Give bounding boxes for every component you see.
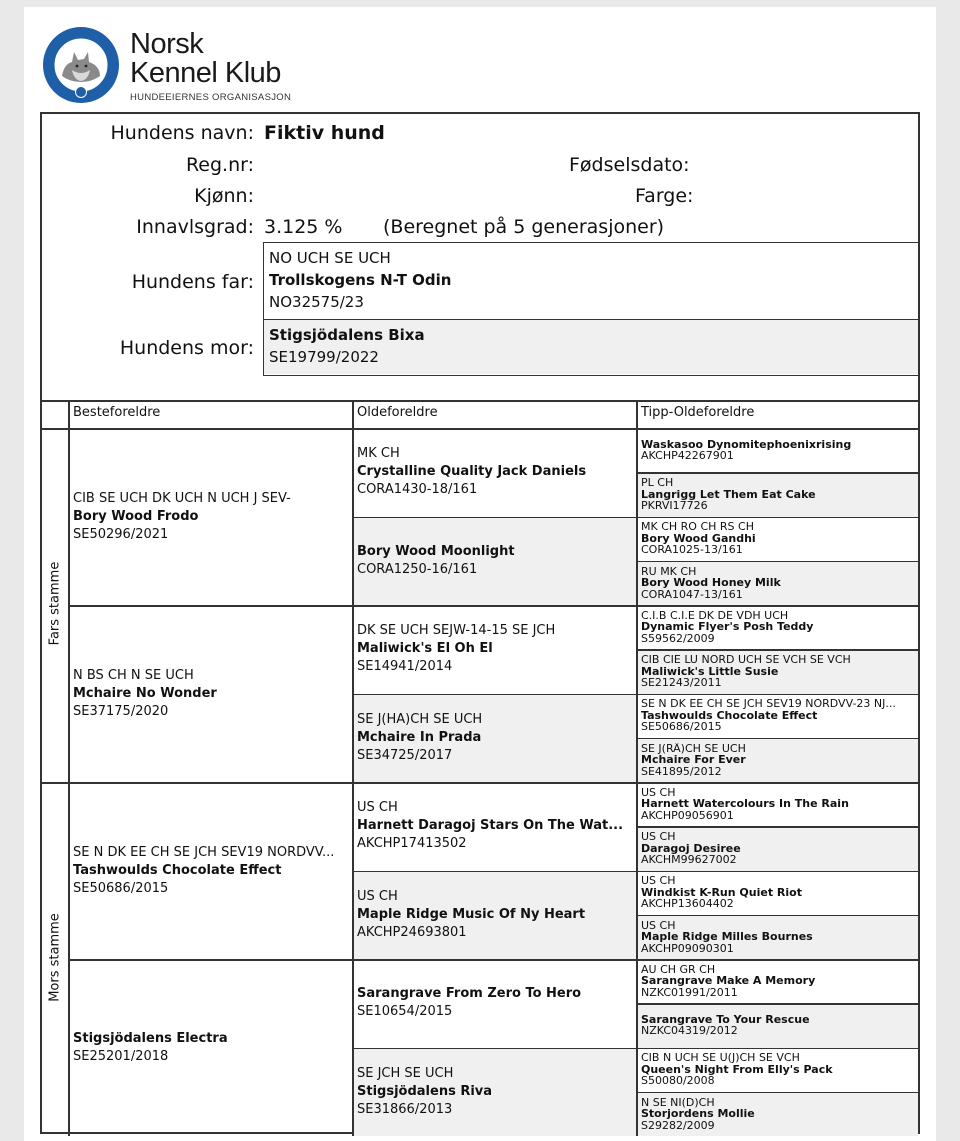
dog-reg: S29282/2009 (641, 1119, 715, 1132)
nkk-logo (42, 26, 120, 104)
dog-titles: N SE NI(D)CH (641, 1096, 715, 1109)
column-header: Tipp-Oldeforeldre (641, 405, 755, 420)
pedigree-cell (68, 428, 352, 605)
pedigree-cell (68, 959, 352, 1136)
grid-line (636, 826, 918, 828)
dog-reg: NZKC01991/2011 (641, 986, 738, 999)
dog-titles: RU MK CH (641, 565, 697, 578)
color-label: Farge: (635, 185, 694, 207)
dog-titles: MK CH (357, 446, 400, 462)
dog-name: Sarangrave To Your Rescue (641, 1013, 810, 1026)
grid-line (636, 782, 918, 784)
pedigree-cell (68, 605, 352, 782)
grid-line (636, 649, 918, 651)
dog-titles: PL CH (641, 477, 674, 489)
dog-name: Daragoj Desiree (641, 842, 741, 855)
dog-titles: US CH (641, 831, 676, 843)
dog-name: Dynamic Flyer's Posh Teddy (641, 621, 814, 633)
pedigree-cell (636, 561, 918, 605)
pedigree-cell (636, 428, 918, 472)
dog-reg: SE10654/2015 (357, 1004, 453, 1020)
dog-titles: C.I.B C.I.E DK DE VDH UCH (641, 609, 789, 622)
grid-line (636, 694, 918, 696)
dog-name: Windkist K-Run Quiet Riot (641, 886, 802, 899)
dog-name: Tashwoulds Chocolate Effect (641, 709, 818, 722)
dog-name: Harnett Daragoj Stars On The Wat... (357, 818, 624, 834)
grid-line (636, 915, 918, 917)
dog-titles: US CH (357, 800, 398, 816)
parents-box (263, 242, 919, 376)
dog-name: Maple Ridge Milles Bournes (641, 931, 813, 943)
brand-line2: Kennel Klub (130, 57, 281, 89)
dog-titles: AU CH GR CH (641, 963, 716, 976)
dog-reg: CORA1047-13/161 (641, 588, 743, 601)
dog-name: Stigsjödalens Electra (73, 1030, 228, 1046)
dog-name: Maple Ridge Music Of Ny Heart (357, 906, 586, 922)
brand-subtitle: HUNDEEIERNES ORGANISASJON (130, 92, 292, 103)
grid-line (636, 871, 918, 873)
dog-reg: AKCHP24693801 (357, 924, 467, 940)
dam-reg: SE19799/2022 (269, 348, 379, 366)
pedigree-cell (636, 472, 918, 516)
dog-titles: US CH (641, 875, 676, 887)
dog-reg: S50080/2008 (641, 1075, 715, 1087)
dog-reg: CORA1250-16/161 (357, 561, 478, 577)
column-header: Oldeforeldre (357, 405, 438, 420)
dog-name: Fiktiv hund (264, 122, 385, 144)
brand (130, 30, 291, 103)
dog-name: Bory Wood Honey Milk (641, 577, 781, 589)
side-label: Mors stamme (47, 913, 63, 1002)
dam-label: Hundens mor: (119, 337, 254, 359)
dog-name: Crystalline Quality Jack Daniels (357, 464, 587, 480)
grid-line (636, 400, 638, 1136)
dog-titles: DK SE UCH SEJW-14-15 SE JCH (357, 623, 556, 639)
pedigree-cell (636, 517, 918, 561)
sire-titles: NO UCH SE UCH (269, 249, 391, 267)
pedigree-cell (636, 915, 918, 959)
dog-name: Harnett Watercolours In The Rain (641, 798, 849, 810)
column-header: Besteforeldre (73, 405, 161, 420)
dog-reg: S59562/2009 (641, 632, 715, 645)
dog-name: Queen's Night From Elly's Pack (641, 1063, 833, 1076)
dog-name: Sarangrave From Zero To Hero (357, 986, 582, 1002)
sex-label: Kjønn: (194, 185, 254, 207)
dog-reg: SE14941/2014 (357, 659, 453, 675)
grid-line (352, 400, 354, 1136)
grid-line (636, 1003, 918, 1005)
inbreeding-label: Innavlsgrad: (136, 216, 254, 238)
dog-name: Tashwoulds Chocolate Effect (73, 862, 282, 878)
grid-line (636, 561, 918, 563)
pedigree-cell (352, 1048, 636, 1137)
dog-reg: PKRVI17726 (641, 500, 708, 512)
dog-reg: NZKC04319/2012 (641, 1025, 738, 1037)
sire-name: Trollskogens N-T Odin (269, 271, 452, 289)
grid-line (636, 1048, 918, 1050)
pedigree-document (40, 112, 920, 1134)
pedigree-cell (352, 428, 636, 517)
dog-titles: US CH (641, 919, 676, 932)
pedigree-cell (636, 959, 918, 1003)
side-label: Fars stamme (47, 561, 63, 646)
grid-line (68, 400, 70, 1136)
dog-name: Bory Wood Frodo (73, 508, 199, 524)
dog-reg: SE34725/2017 (357, 747, 453, 763)
dog-name: Mchaire No Wonder (73, 685, 217, 701)
dog-reg: SE50686/2015 (641, 721, 722, 733)
pedigree-cell (352, 694, 636, 783)
pedigree-cell (352, 517, 636, 606)
dog-titles: CIB CIE LU NORD UCH SE VCH SE VCH (641, 654, 851, 666)
pedigree-cell (636, 826, 918, 870)
dam-cell (264, 320, 918, 374)
pedigree-cell (636, 605, 918, 649)
dog-reg: CORA1025-13/161 (641, 544, 743, 556)
dog-reg: SE31866/2013 (357, 1101, 453, 1117)
dog-name: Waskasoo Dynomitephoenixrising (641, 438, 852, 451)
dog-reg: CORA1430-18/161 (357, 482, 478, 498)
dog-titles: SE J(RÄ)CH SE UCH (641, 742, 746, 755)
dog-reg: AKCHM99627002 (641, 854, 737, 866)
grid-line (636, 738, 918, 740)
dog-reg: AKCHP42267901 (641, 450, 734, 462)
dog-reg: SE21243/2011 (641, 677, 722, 689)
dog-name: Maliwick's El Oh El (357, 641, 493, 657)
dam-name: Stigsjödalens Bixa (269, 326, 425, 344)
pedigree-table (42, 400, 918, 1136)
pedigree-cell (636, 871, 918, 915)
grid-line (42, 428, 918, 430)
dog-titles: N BS CH N SE UCH (73, 667, 194, 683)
dog-titles: MK CH RO CH RS CH (641, 521, 754, 533)
grid-line (42, 400, 918, 402)
grid-line (636, 959, 918, 961)
dog-name: Bory Wood Moonlight (357, 543, 515, 559)
dog-name: Bory Wood Gandhi (641, 532, 756, 545)
dog-titles: US CH (357, 888, 398, 904)
dog-reg: AKCHP13604402 (641, 898, 734, 910)
pedigree-cell (636, 1092, 918, 1136)
dog-reg: SE25201/2018 (73, 1048, 169, 1064)
dog-reg: AKCHP17413502 (357, 836, 467, 852)
dog-name: Langrigg Let Them Eat Cake (641, 488, 816, 501)
regnr-label: Reg.nr: (185, 154, 254, 176)
grid-line (636, 1092, 918, 1094)
pedigree-cell (636, 649, 918, 693)
dog-reg: AKCHP09090301 (641, 942, 734, 955)
sire-label: Hundens far: (131, 271, 254, 293)
dog-name: Mchaire In Prada (357, 729, 482, 745)
pedigree-cell (352, 605, 636, 694)
pedigree-cell (636, 738, 918, 782)
pedigree-cell (636, 694, 918, 738)
dog-name: Sarangrave Make A Memory (641, 975, 816, 987)
dog-titles: SE JCH SE UCH (357, 1065, 454, 1081)
dog-titles: SE N DK EE CH SE JCH SEV19 NORDVV-23 NJ... (641, 698, 896, 710)
pedigree-cell (68, 782, 352, 959)
grid-line (636, 605, 918, 607)
pedigree-cell (352, 959, 636, 1048)
pedigree-cell (352, 871, 636, 960)
inbreeding-note: (Beregnet på 5 generasjoner) (383, 216, 665, 238)
dog-name: Mchaire For Ever (641, 754, 746, 766)
brand-line1: Norsk (130, 28, 204, 60)
dog-titles: CIB SE UCH DK UCH N UCH J SEV- (73, 490, 291, 506)
dog-name: Storjordens Mollie (641, 1108, 755, 1120)
pedigree-cell (352, 782, 636, 871)
sire-cell (264, 243, 918, 320)
pedigree-cell (636, 1003, 918, 1047)
birth-label: Fødselsdato: (569, 154, 690, 176)
inbreeding-value: 3.125 % (264, 216, 343, 238)
dog-titles: SE N DK EE CH SE JCH SEV19 NORDVV... (73, 844, 335, 860)
grid-line (636, 472, 918, 474)
dog-reg: SE50686/2015 (73, 880, 169, 896)
dog-titles: CIB N UCH SE U(J)CH SE VCH (641, 1052, 800, 1064)
dog-reg: AKCHP09056901 (641, 809, 734, 822)
name-label: Hundens navn: (110, 122, 254, 144)
dog-titles: SE J(HA)CH SE UCH (357, 711, 483, 727)
sire-reg: NO32575/23 (269, 293, 364, 311)
pedigree-cell (636, 782, 918, 826)
grid-line (636, 517, 918, 519)
dog-name: Stigsjödalens Riva (357, 1083, 493, 1099)
dog-name: Maliwick's Little Susie (641, 665, 779, 678)
dog-reg: SE37175/2020 (73, 703, 169, 719)
dog-reg: SE50296/2021 (73, 526, 169, 542)
dog-reg: SE41895/2012 (641, 765, 722, 778)
dog-titles: US CH (641, 786, 676, 799)
pedigree-cell (636, 1048, 918, 1092)
